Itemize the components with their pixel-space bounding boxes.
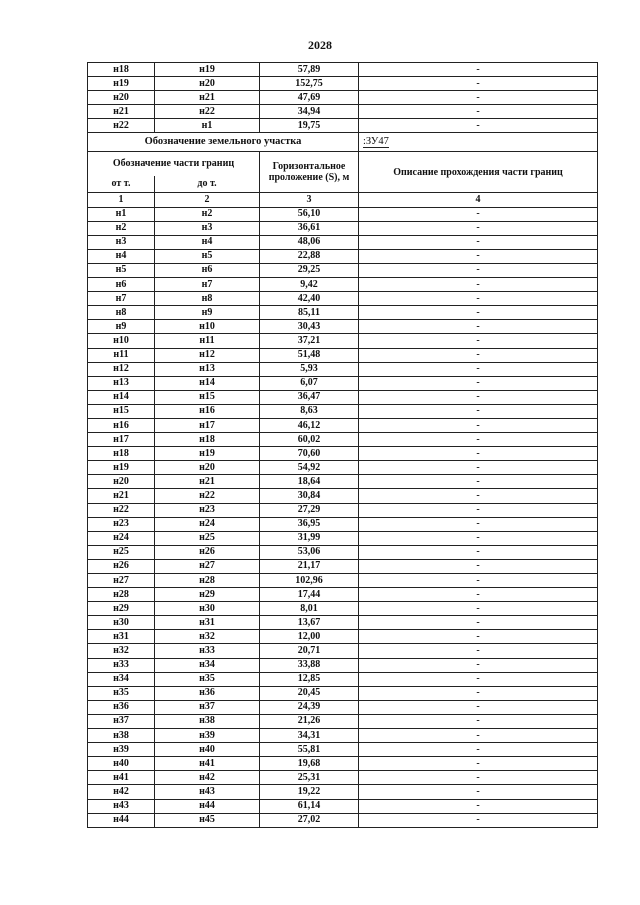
to-header: до т. [155,176,260,193]
from-point: н4 [88,249,155,263]
boundary-description: - [359,644,598,658]
boundary-description: - [359,813,598,827]
horizontal-distance: 48,06 [260,235,359,249]
to-point: н22 [155,489,260,503]
boundary-description: - [359,785,598,799]
from-point: н17 [88,433,155,447]
boundary-description: - [359,714,598,728]
boundary-description: - [359,588,598,602]
table-row [88,616,598,630]
from-point: н30 [88,616,155,630]
table-row [88,743,598,757]
main-rows [88,207,598,827]
from-point: н13 [88,376,155,390]
header-row-1 [88,152,598,177]
table-row [88,447,598,461]
table-row [88,320,598,334]
from-point: н20 [88,91,155,105]
from-point: н16 [88,418,155,432]
boundary-description: - [359,221,598,235]
to-point: н12 [155,348,260,362]
to-point: н33 [155,644,260,658]
horizontal-distance: 27,29 [260,503,359,517]
from-point: н28 [88,588,155,602]
to-point: н45 [155,813,260,827]
boundary-description: - [359,559,598,573]
to-point: н15 [155,390,260,404]
boundary-description: - [359,658,598,672]
column-number-row [88,193,598,207]
to-point: н1 [155,119,260,133]
boundary-description: - [359,602,598,616]
from-point: н15 [88,404,155,418]
from-point: н33 [88,658,155,672]
part-designation-header: Обозначение части границ [88,152,260,177]
horizontal-distance: 31,99 [260,531,359,545]
horizontal-distance: 21,17 [260,559,359,573]
to-point: н41 [155,757,260,771]
from-point: н32 [88,644,155,658]
to-point: н8 [155,292,260,306]
to-point: н16 [155,404,260,418]
from-point: н41 [88,771,155,785]
boundary-description: - [359,799,598,813]
table-row [88,588,598,602]
from-point: н39 [88,743,155,757]
horizontal-distance: 51,48 [260,348,359,362]
table-row [88,77,598,91]
table-header [88,133,598,207]
horizontal-distance: 61,14 [260,799,359,813]
table-row [88,658,598,672]
boundary-description: - [359,235,598,249]
boundary-description: - [359,292,598,306]
table-row [88,700,598,714]
to-point: н3 [155,221,260,235]
to-point: н5 [155,249,260,263]
table-row [88,714,598,728]
from-point: н3 [88,235,155,249]
to-point: н23 [155,503,260,517]
to-point: н10 [155,320,260,334]
boundary-description: - [359,531,598,545]
to-point: н2 [155,207,260,221]
horizontal-distance: 53,06 [260,545,359,559]
horizontal-distance: 70,60 [260,447,359,461]
horizontal-distance: 46,12 [260,418,359,432]
boundary-description: - [359,433,598,447]
column-number: 1 [88,193,155,207]
to-point: н32 [155,630,260,644]
boundary-description: - [359,574,598,588]
table-row [88,574,598,588]
horizontal-distance: 55,81 [260,743,359,757]
from-point: н11 [88,348,155,362]
boundary-description: - [359,503,598,517]
to-point: н28 [155,574,260,588]
from-point: н37 [88,714,155,728]
to-point: н22 [155,105,260,119]
table-row [88,278,598,292]
horizontal-distance: 152,75 [260,77,359,91]
to-point: н11 [155,334,260,348]
boundary-description: - [359,348,598,362]
table-row [88,602,598,616]
to-point: н20 [155,77,260,91]
horizontal-distance: 27,02 [260,813,359,827]
boundary-description: - [359,461,598,475]
top-rows [88,63,598,133]
boundary-description: - [359,447,598,461]
to-point: н9 [155,306,260,320]
boundary-description: - [359,686,598,700]
table-row [88,221,598,235]
boundary-description: - [359,390,598,404]
to-point: н4 [155,235,260,249]
table-row [88,235,598,249]
table-row [88,531,598,545]
to-point: н42 [155,771,260,785]
to-point: н29 [155,588,260,602]
table-row [88,630,598,644]
from-point: н21 [88,105,155,119]
to-point: н36 [155,686,260,700]
boundary-description: - [359,771,598,785]
horizontal-distance: 9,42 [260,278,359,292]
boundary-description: - [359,320,598,334]
horizontal-distance: 24,39 [260,700,359,714]
horizontal-distance: 47,69 [260,91,359,105]
boundary-description: - [359,672,598,686]
from-point: н26 [88,559,155,573]
table-row [88,729,598,743]
from-point: н21 [88,489,155,503]
table-row [88,362,598,376]
from-point: н18 [88,63,155,77]
boundary-description: - [359,700,598,714]
horizontal-distance: 13,67 [260,616,359,630]
table-row [88,263,598,277]
to-point: н21 [155,475,260,489]
horizontal-distance: 6,07 [260,376,359,390]
boundary-description: - [359,77,598,91]
table-row [88,249,598,263]
table-row [88,404,598,418]
from-point: н22 [88,503,155,517]
horizontal-distance: 36,95 [260,517,359,531]
from-point: н38 [88,729,155,743]
boundary-description: - [359,418,598,432]
to-point: н40 [155,743,260,757]
boundary-description: - [359,119,598,133]
table-row [88,348,598,362]
horizontal-distance: 33,88 [260,658,359,672]
to-point: н13 [155,362,260,376]
from-header: от т. [88,176,155,193]
parcel-label: Обозначение земельного участка [88,133,359,152]
table-row [88,545,598,559]
from-point: н12 [88,362,155,376]
to-point: н43 [155,785,260,799]
table-row [88,433,598,447]
to-point: н31 [155,616,260,630]
from-point: н20 [88,475,155,489]
boundary-description: - [359,757,598,771]
table-row [88,418,598,432]
to-point: н7 [155,278,260,292]
boundary-description: - [359,105,598,119]
table-row [88,517,598,531]
table-row [88,376,598,390]
from-point: н36 [88,700,155,714]
table-row [88,757,598,771]
horizontal-header: Горизонтальное проложение (S), м [260,152,359,193]
from-point: н42 [88,785,155,799]
to-point: н6 [155,263,260,277]
horizontal-distance: 36,47 [260,390,359,404]
to-point: н17 [155,418,260,432]
boundary-description: - [359,729,598,743]
boundary-description: - [359,63,598,77]
parcel-row [88,133,598,152]
boundary-description: - [359,334,598,348]
from-point: н34 [88,672,155,686]
from-point: н44 [88,813,155,827]
to-point: н37 [155,700,260,714]
table-row [88,207,598,221]
to-point: н39 [155,729,260,743]
from-point: н43 [88,799,155,813]
horizontal-distance: 57,89 [260,63,359,77]
horizontal-distance: 30,43 [260,320,359,334]
horizontal-distance: 18,64 [260,475,359,489]
to-point: н44 [155,799,260,813]
horizontal-distance: 21,26 [260,714,359,728]
table-row [88,813,598,827]
to-point: н27 [155,559,260,573]
from-point: н27 [88,574,155,588]
to-point: н19 [155,63,260,77]
boundary-description: - [359,545,598,559]
table-row [88,503,598,517]
boundary-description: - [359,278,598,292]
boundary-description: - [359,475,598,489]
boundary-description: - [359,489,598,503]
horizontal-distance: 20,71 [260,644,359,658]
horizontal-distance: 19,75 [260,119,359,133]
horizontal-distance: 56,10 [260,207,359,221]
boundary-description: - [359,306,598,320]
table-row [88,292,598,306]
table-row [88,119,598,133]
from-point: н8 [88,306,155,320]
horizontal-distance: 8,63 [260,404,359,418]
horizontal-distance: 30,84 [260,489,359,503]
to-point: н38 [155,714,260,728]
horizontal-distance: 12,85 [260,672,359,686]
description-header: Описание прохождения части границ [359,152,598,193]
from-point: н22 [88,119,155,133]
table-row [88,461,598,475]
boundary-description: - [359,362,598,376]
boundary-description: - [359,743,598,757]
boundary-description: - [359,207,598,221]
from-point: н40 [88,757,155,771]
boundary-description: - [359,263,598,277]
horizontal-distance: 25,31 [260,771,359,785]
table-row [88,686,598,700]
horizontal-distance: 42,40 [260,292,359,306]
to-point: н24 [155,517,260,531]
table-row [88,672,598,686]
to-point: н21 [155,91,260,105]
table-row [88,559,598,573]
horizontal-distance: 37,21 [260,334,359,348]
horizontal-distance: 36,61 [260,221,359,235]
from-point: н29 [88,602,155,616]
horizontal-distance: 12,00 [260,630,359,644]
parcel-value-cell [359,133,598,152]
to-point: н25 [155,531,260,545]
from-point: н19 [88,77,155,91]
from-point: н19 [88,461,155,475]
to-point: н18 [155,433,260,447]
horizontal-distance: 60,02 [260,433,359,447]
horizontal-distance: 34,31 [260,729,359,743]
from-point: н18 [88,447,155,461]
table-row [88,63,598,77]
horizontal-distance: 34,94 [260,105,359,119]
from-point: н1 [88,207,155,221]
boundary-description: - [359,517,598,531]
boundary-description: - [359,249,598,263]
to-point: н30 [155,602,260,616]
boundary-description: - [359,630,598,644]
horizontal-distance: 19,22 [260,785,359,799]
boundary-description: - [359,91,598,105]
column-number: 2 [155,193,260,207]
table-row [88,771,598,785]
table-row [88,334,598,348]
from-point: н31 [88,630,155,644]
horizontal-distance: 22,88 [260,249,359,263]
table-row [88,105,598,119]
to-point: н34 [155,658,260,672]
table-row [88,91,598,105]
horizontal-distance: 8,01 [260,602,359,616]
boundary-description: - [359,616,598,630]
boundary-description: - [359,376,598,390]
from-point: н7 [88,292,155,306]
from-point: н10 [88,334,155,348]
parcel-value: :ЗУ47 [363,136,389,148]
to-point: н35 [155,672,260,686]
column-number: 3 [260,193,359,207]
horizontal-distance: 5,93 [260,362,359,376]
table-row [88,644,598,658]
horizontal-distance: 54,92 [260,461,359,475]
table-row [88,785,598,799]
horizontal-distance: 85,11 [260,306,359,320]
to-point: н26 [155,545,260,559]
from-point: н35 [88,686,155,700]
column-number: 4 [359,193,598,207]
table-row [88,390,598,404]
to-point: н20 [155,461,260,475]
table-row [88,799,598,813]
boundary-table [87,62,598,828]
boundary-description: - [359,404,598,418]
from-point: н5 [88,263,155,277]
table-row [88,489,598,503]
page-number: 2028 [308,38,332,52]
from-point: н14 [88,390,155,404]
horizontal-distance: 17,44 [260,588,359,602]
horizontal-distance: 102,96 [260,574,359,588]
horizontal-distance: 20,45 [260,686,359,700]
from-point: н9 [88,320,155,334]
horizontal-distance: 29,25 [260,263,359,277]
horizontal-distance: 19,68 [260,757,359,771]
from-point: н6 [88,278,155,292]
from-point: н23 [88,517,155,531]
from-point: н25 [88,545,155,559]
to-point: н19 [155,447,260,461]
to-point: н14 [155,376,260,390]
table-row [88,306,598,320]
table-row [88,475,598,489]
from-point: н2 [88,221,155,235]
from-point: н24 [88,531,155,545]
